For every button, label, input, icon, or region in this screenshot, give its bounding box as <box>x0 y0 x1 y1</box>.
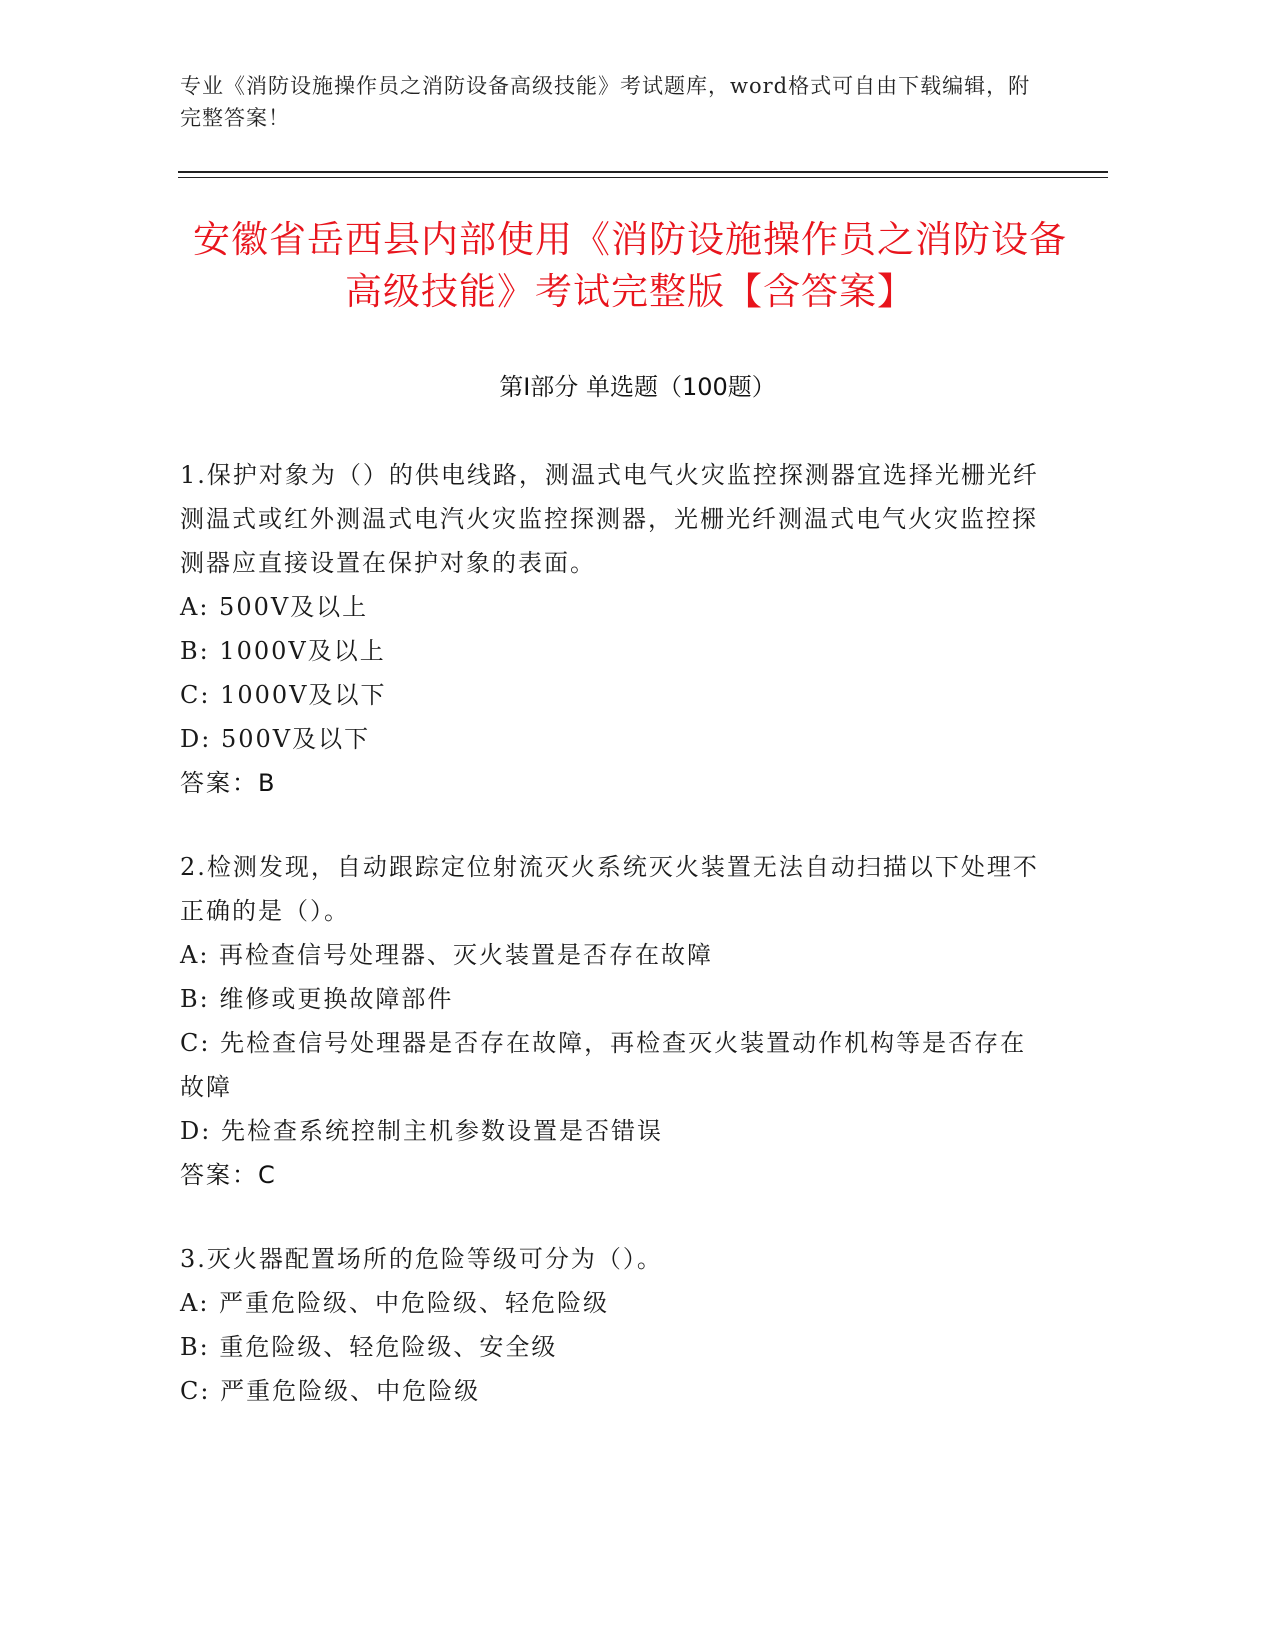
option-c: C: 严重危险级、中危险级 <box>180 1377 481 1405</box>
header-note: 专业《消防设施操作员之消防设备高级技能》考试题库，word格式可自由下载编辑，附完整答案！ <box>180 74 1031 130</box>
question-stem: 2.检测发现，自动跟踪定位射流灭火系统灭火装置无法自动扫描以下处理不正确的是（）。 <box>180 853 1039 925</box>
option-b: B: 重危险级、轻危险级、安全级 <box>180 1333 558 1361</box>
header-rule-thin <box>178 177 1108 178</box>
answer-line <box>180 1153 1040 1197</box>
option-a: A: 500V及以上 <box>180 593 369 621</box>
answer-value: C <box>258 1161 275 1189</box>
option-b: B: 1000V及以上 <box>180 637 386 665</box>
option-d: D: 先检查系统控制主机参数设置是否错误 <box>180 1117 663 1145</box>
header-rule-thick <box>178 171 1108 173</box>
question-1 <box>180 453 1040 805</box>
question-stem: 1.保护对象为（）的供电线路，测温式电气火灾监控探测器宜选择光栅光纤测温式或红外测温式电汽火灾监控探测器，光栅光纤测温式电气火灾监控探测器应直接设置在保护对象的表面。 <box>180 461 1039 577</box>
question-3 <box>180 1237 1040 1413</box>
question-stem: 3.灭火器配置场所的危险等级可分为（）。 <box>180 1245 663 1273</box>
option-a: A: 严重危险级、中危险级、轻危险级 <box>180 1289 610 1317</box>
document-title: 安徽省岳西县内部使用《消防设施操作员之消防设备高级技能》考试完整版【含答案】 <box>193 218 1067 313</box>
answer-label: 答案： <box>180 1161 258 1189</box>
option-c: C: 1000V及以下 <box>180 681 387 709</box>
option-d: D: 500V及以下 <box>180 725 371 753</box>
answer-label: 答案： <box>180 769 258 797</box>
question-2 <box>180 845 1040 1197</box>
option-b: B: 维修或更换故障部件 <box>180 985 454 1013</box>
option-c: C: 先检查信号处理器是否存在故障，再检查灭火装置动作机构等是否存在故障 <box>180 1029 1027 1101</box>
answer-line <box>180 761 1040 805</box>
section-title: 第Ⅰ部分 单选题（100题） <box>499 373 776 401</box>
answer-value: B <box>258 769 275 797</box>
option-a: A: 再检查信号处理器、灭火装置是否存在故障 <box>180 941 714 969</box>
